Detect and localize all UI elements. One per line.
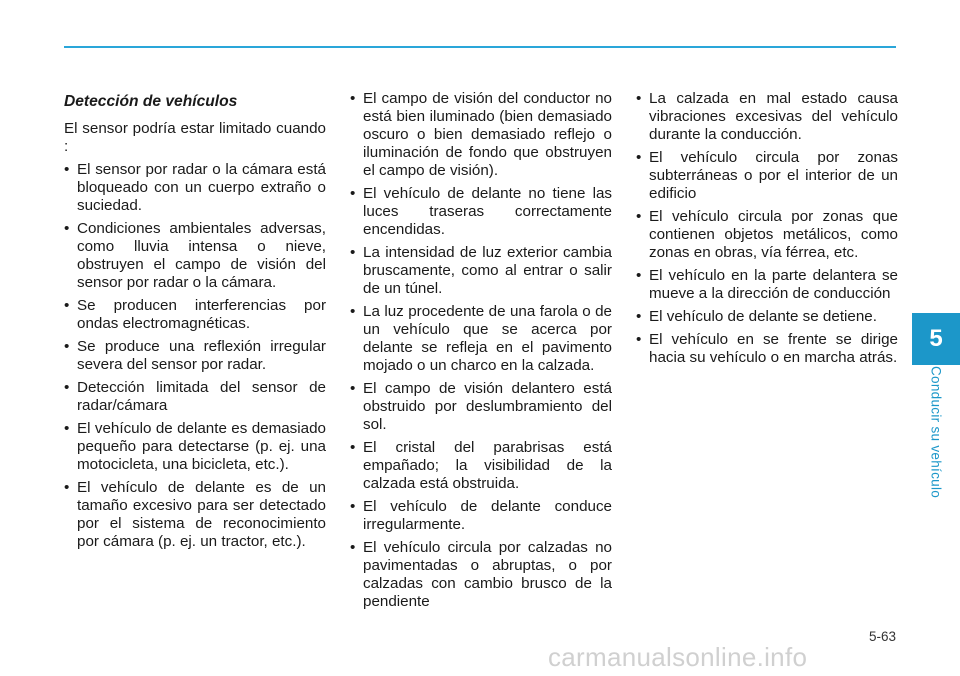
bullet-list-1 <box>64 161 326 551</box>
bullet-icon: • <box>350 498 356 515</box>
list-item <box>636 308 898 326</box>
list-item-text: La calzada en mal estado causa vibraciones excesivas del vehículo durante la conducción. <box>649 90 898 143</box>
bullet-icon: • <box>636 308 642 325</box>
intro-text: El sensor podría estar limitado cuando : <box>64 120 326 155</box>
list-item <box>350 303 612 375</box>
list-item <box>64 220 326 292</box>
list-item <box>350 90 612 180</box>
bullet-icon: • <box>636 149 642 166</box>
list-item <box>64 338 326 374</box>
chapter-number: 5 <box>929 325 943 352</box>
list-item <box>350 539 612 611</box>
column-3 <box>636 90 898 372</box>
column-1 <box>64 90 326 556</box>
list-item-text: Se producen interferencias por ondas electromagnéticas. <box>77 297 326 332</box>
section-title: Detección de vehículos <box>64 93 238 110</box>
list-item <box>636 331 898 367</box>
chapter-tab[interactable] <box>912 313 960 365</box>
bullet-icon: • <box>636 267 642 284</box>
list-item <box>64 479 326 551</box>
list-item-text: El vehículo de delante es demasiado pequeño para detectarse (p. ej. una motocicleta, una bicicleta, etc.). <box>77 420 326 473</box>
list-item-text: El vehículo circula por calzadas no pavimentadas o abruptas, o por calzadas con cambio brusco de la pendiente <box>363 539 612 610</box>
chapter-title: Conducir su vehículo <box>928 366 944 499</box>
list-item <box>350 244 612 298</box>
list-item-text: El campo de visión delantero está obstruido por deslumbramiento del sol. <box>363 380 612 433</box>
list-item <box>64 379 326 415</box>
list-item <box>64 297 326 333</box>
bullet-icon: • <box>64 338 70 355</box>
list-item-text: Se produce una reflexión irregular severa del sensor por radar. <box>77 338 326 373</box>
list-item <box>350 439 612 493</box>
header-rule <box>64 46 896 48</box>
page-number: 5-63 <box>868 629 896 644</box>
list-item-text: El vehículo de delante se detiene. <box>649 308 877 325</box>
list-item <box>350 498 612 534</box>
list-item <box>64 420 326 474</box>
bullet-icon: • <box>64 379 70 396</box>
list-item-text: El vehículo de delante conduce irregularmente. <box>363 498 612 533</box>
bullet-icon: • <box>350 439 356 456</box>
list-item-text: El vehículo circula por zonas que contienen objetos metálicos, como zonas en obras, vía férrea, etc. <box>649 208 898 261</box>
bullet-icon: • <box>350 244 356 261</box>
list-item-text: El cristal del parabrisas está empañado; la visibilidad de la calzada está obstruida. <box>363 439 612 492</box>
list-item-text: El vehículo en la parte delantera se mueve a la dirección de conducción <box>649 267 898 302</box>
bullet-icon: • <box>64 220 70 237</box>
list-item-text: La intensidad de luz exterior cambia bruscamente, como al entrar o salir de un túnel. <box>363 244 612 297</box>
list-item-text: El vehículo en se frente se dirige hacia su vehículo o en marcha atrás. <box>649 331 898 366</box>
bullet-icon: • <box>636 208 642 225</box>
list-item <box>64 161 326 215</box>
list-item-text: El vehículo de delante es de un tamaño excesivo para ser detectado por el sistema de reconocimiento por cámara (p. ej. un tractor, etc.). <box>77 479 326 550</box>
watermark: carmanualsonline.info <box>548 642 808 672</box>
bullet-list-3 <box>636 90 898 367</box>
bullet-icon: • <box>350 539 356 556</box>
list-item <box>350 185 612 239</box>
bullet-icon: • <box>350 185 356 202</box>
list-item-text: El sensor por radar o la cámara está bloqueado con un cuerpo extraño o suciedad. <box>77 161 326 214</box>
list-item <box>636 149 898 203</box>
list-item-text: El campo de visión del conductor no está bien iluminado (bien demasiado oscuro o bien demasiado reflejo o iluminación de fondo que obstruyen el campo de visión). <box>363 90 612 179</box>
list-item-text: Detección limitada del sensor de radar/cámara <box>77 379 326 414</box>
bullet-icon: • <box>64 297 70 314</box>
list-item <box>636 267 898 303</box>
list-item-text: El vehículo de delante no tiene las luces traseras correctamente encendidas. <box>363 185 612 238</box>
list-item <box>636 90 898 144</box>
bullet-icon: • <box>64 479 70 496</box>
bullet-icon: • <box>636 331 642 348</box>
bullet-icon: • <box>350 90 356 107</box>
list-item-text: El vehículo circula por zonas subterráneas o por el interior de un edificio <box>649 149 898 202</box>
list-item-text: La luz procedente de una farola o de un vehículo que se acerca por delante se refleja en el pavimento mojado o un charco en la calzada. <box>363 303 612 374</box>
column-2 <box>350 90 612 616</box>
list-item <box>350 380 612 434</box>
list-item <box>636 208 898 262</box>
bullet-icon: • <box>350 303 356 320</box>
bullet-icon: • <box>350 380 356 397</box>
bullet-icon: • <box>64 420 70 437</box>
bullet-icon: • <box>636 90 642 107</box>
bullet-icon: • <box>64 161 70 178</box>
list-item-text: Condiciones ambientales adversas, como lluvia intensa o nieve, obstruyen el campo de visión del sensor por radar o la cámara. <box>77 220 326 291</box>
bullet-list-2 <box>350 90 612 611</box>
